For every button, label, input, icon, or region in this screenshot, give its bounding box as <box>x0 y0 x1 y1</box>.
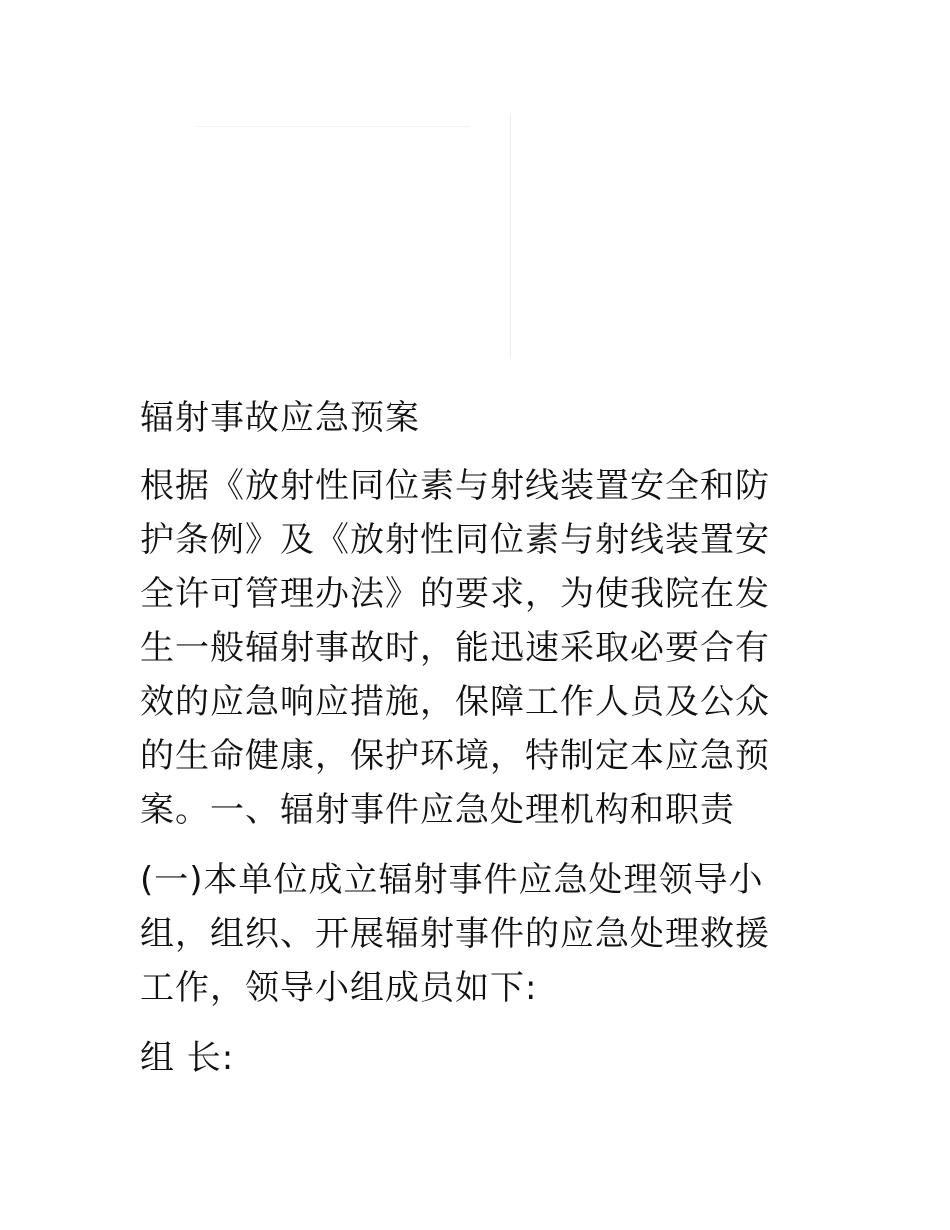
paragraph-line: 工作，领导小组成员如下: <box>140 968 538 1008</box>
leader-paragraph <box>140 1031 805 1085</box>
paragraph-line: 根据《放射性同位素与射线装置安全和防 <box>140 466 770 506</box>
vertical-rule <box>510 113 511 359</box>
document-content <box>140 393 805 1101</box>
paragraph-line: 生一般辐射事故时，能迅速采取必要合有 <box>140 628 770 668</box>
paragraph-line: (一)本单位成立辐射事件应急处理领导小 <box>140 860 764 900</box>
organization-paragraph <box>140 853 805 1015</box>
paragraph-line: 案。一、辐射事件应急处理机构和职责 <box>140 790 735 830</box>
intro-paragraph <box>140 459 805 837</box>
paragraph-line: 效的应急响应措施，保障工作人员及公众 <box>140 682 770 722</box>
document-title: 辐射事故应急预案 <box>140 398 420 438</box>
paragraph-line: 全许可管理办法》的要求，为使我院在发 <box>140 574 770 614</box>
paragraph-line: 组，组织、开展辐射事件的应急处理救援 <box>140 914 770 954</box>
header-rule <box>195 126 470 127</box>
paragraph-line: 护条例》及《放射性同位素与射线装置安 <box>140 520 770 560</box>
paragraph-line: 组 长: <box>140 1038 235 1078</box>
paragraph-line: 的生命健康，保护环境，特制定本应急预 <box>140 736 770 776</box>
